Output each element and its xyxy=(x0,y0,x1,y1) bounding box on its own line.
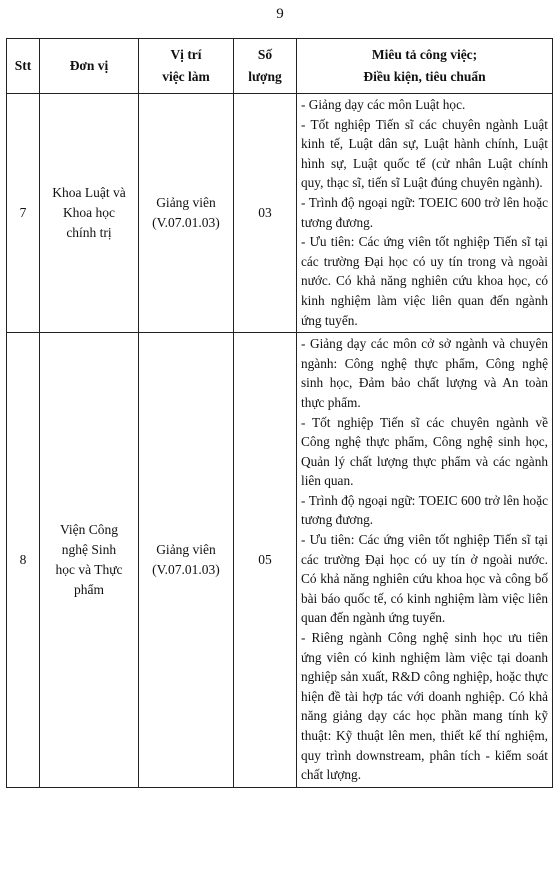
row-unit xyxy=(40,333,139,788)
row-quantity: 05 xyxy=(234,333,297,788)
row-stt: 8 xyxy=(7,333,40,788)
row-stt: 7 xyxy=(7,94,40,333)
row-unit-line: nghệ Sinh xyxy=(61,541,117,557)
header-position xyxy=(139,39,234,94)
description-item: - Giảng dạy các môn cở sở ngành và chuyên ngành: Công nghệ thực phẩm, Công nghệ sinh học, Đảm bảo chất lượng và An toàn thực phẩm. xyxy=(301,336,548,410)
row-unit-line: Khoa Luật và xyxy=(52,185,126,201)
row-unit-line: Khoa học xyxy=(62,205,116,221)
job-table xyxy=(6,38,553,788)
header-description-line2: Điều kiện, tiêu chuẩn xyxy=(363,69,486,84)
row-unit-line: phẩm xyxy=(74,581,104,597)
row-unit-line: học và Thực xyxy=(55,561,123,577)
header-row xyxy=(7,39,553,94)
header-position-line1: Vị trí xyxy=(170,47,202,62)
header-position-line2: việc làm xyxy=(162,69,210,84)
row-position-line: (V.07.01.03) xyxy=(152,215,220,231)
row-position xyxy=(139,94,234,333)
row-unit-line: chính trị xyxy=(66,225,112,241)
row-position xyxy=(139,333,234,788)
description-item: - Trình độ ngoại ngữ: TOEIC 600 trở lên hoặc tương đương. xyxy=(301,492,548,528)
description-item: - Trình độ ngoại ngữ: TOEIC 600 trở lên hoặc tương đương. xyxy=(301,194,548,230)
header-quantity-line2: lượng xyxy=(248,69,282,84)
row-position-line: (V.07.01.03) xyxy=(152,561,220,577)
description-item: - Riêng ngành Công nghệ sinh học ưu tiên ứng viên có kinh nghiệm làm việc tại doanh nghiệp sản xuất, R&D công nghiệp, hoặc thực hiện đề tài hợp tác với doanh nghiệp. Có khả năng giảng dạy các học phần mang tính kỹ thuật: Kỹ thuật lên men, thiết kế thí nghiệm, quy trình downstream, phân tích - kiểm soát chất lượng. xyxy=(301,630,548,783)
row-position-line: Giảng viên xyxy=(156,195,216,211)
description-item: - Tốt nghiệp Tiến sĩ các chuyên ngành về Công nghệ thực phẩm, Công nghệ sinh học, Quản lý chất lượng thực phẩm và các ngành liên quan. xyxy=(301,414,548,489)
header-stt: Stt xyxy=(7,39,40,94)
header-quantity xyxy=(234,39,297,94)
row-quantity: 03 xyxy=(234,94,297,333)
header-quantity-line1: Số xyxy=(257,47,273,62)
row-position-line: Giảng viên xyxy=(156,541,216,557)
description-item: - Tốt nghiệp Tiến sĩ các chuyên ngành Luật kinh tế, Luật dân sự, Luật hành chính, Luật hình sự, Luật quốc tế (cử nhân Luật chính quy, thạc sĩ, tiến sĩ Luật đúng chuyên ngành). xyxy=(301,116,548,191)
row-description xyxy=(297,333,553,788)
table-row xyxy=(7,94,553,333)
page-number: 9 xyxy=(276,6,284,22)
row-description xyxy=(297,94,553,333)
table-row xyxy=(7,333,553,788)
description-item: - Ưu tiên: Các ứng viên tốt nghiệp Tiến sĩ tại các trường Đại học có uy tín ở ngoài nước. Có khả năng nghiên cứu khoa học và công bố bài báo quốc tế, có kinh nghiệm làm việc liên quan đến ngành ứng tuyển. xyxy=(301,532,548,626)
header-description-line1: Miêu tả công việc; xyxy=(371,47,478,62)
header-unit: Đơn vị xyxy=(40,39,139,94)
header-description xyxy=(297,39,553,94)
description-item: - Giảng dạy các môn Luật học. xyxy=(301,97,466,112)
description-item: - Ưu tiên: Các ứng viên tốt nghiệp Tiến sĩ tại các trường Đại học có uy tín trong và ngoài nước. Có khả năng nghiên cứu khoa học, có kinh nghiệm làm việc liên quan đến ngành ứng tuyển. xyxy=(301,234,548,328)
row-unit xyxy=(40,94,139,333)
row-unit-line: Viện Công xyxy=(59,521,119,537)
